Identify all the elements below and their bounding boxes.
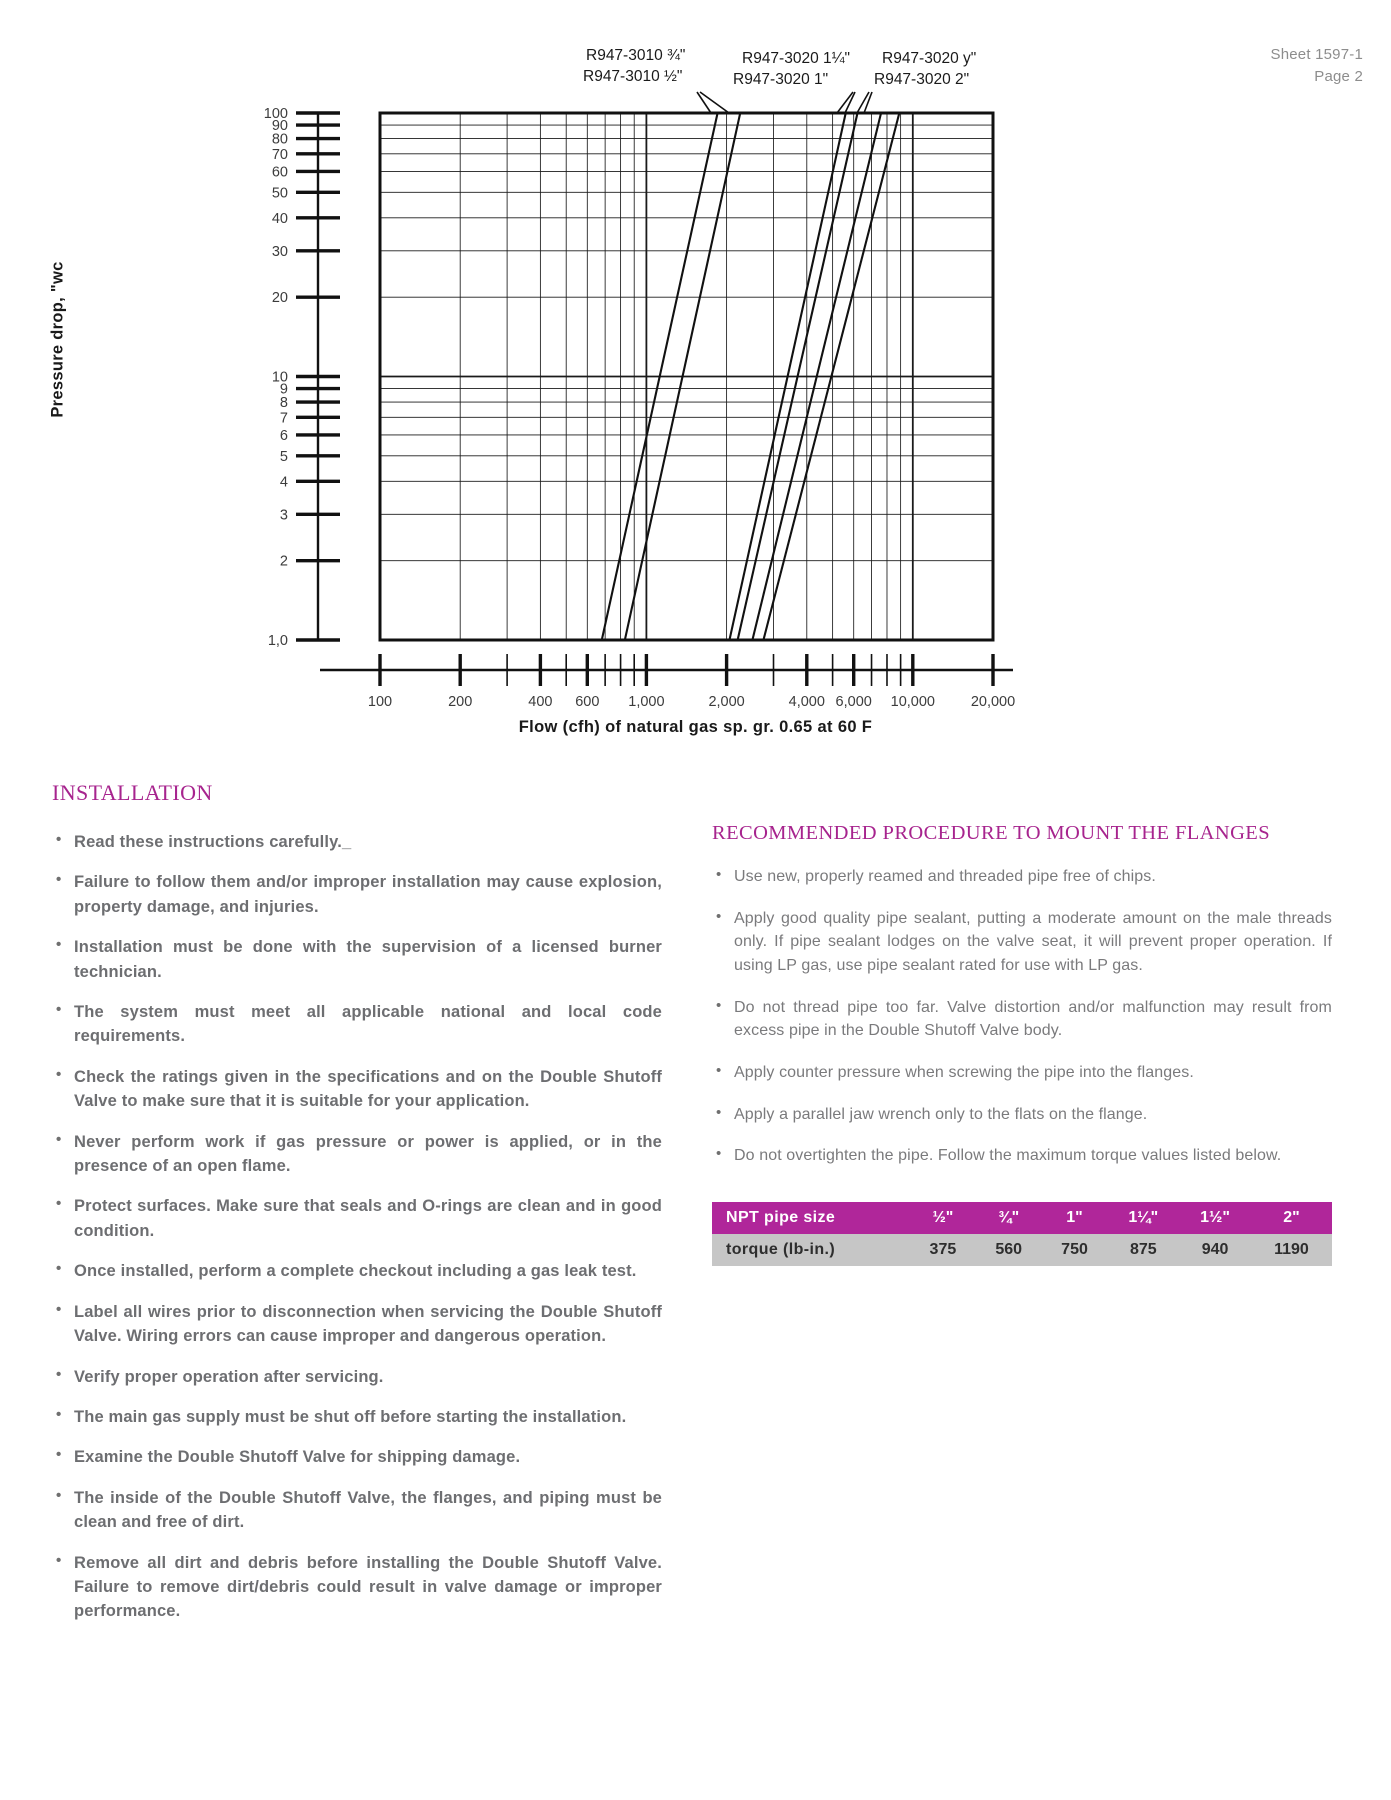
x-tick-label: 100 — [367, 694, 393, 710]
chart-curve-5 — [723, 0, 940, 798]
flanges-bullet-list — [712, 865, 1332, 1168]
y-tick-label: 5 — [279, 448, 288, 465]
torque-table — [712, 1202, 1332, 1266]
installation-bullet: • Examine the Double Shutoff Valve for shipping damage. — [52, 1445, 662, 1469]
page-number: Page 2 — [1314, 67, 1363, 85]
y-tick-label: 6 — [279, 427, 288, 444]
y-tick-label: 10 — [271, 369, 288, 386]
torque-table-torque-cell: 1190 — [1251, 1234, 1332, 1266]
torque-table-size-cell: ¾" — [976, 1202, 1042, 1234]
curve-label-r947-3020-y: R947-3020 y" — [882, 50, 977, 67]
curve-label-r947-3020-one-quarter: R947-3020 1¼" — [742, 50, 851, 67]
y-tick-label: 7 — [279, 410, 288, 427]
installation-bullet: • The system must meet all applicable national and local code requirements. — [52, 1000, 662, 1049]
torque-table-header-row — [712, 1202, 1332, 1234]
y-tick-label: 70 — [271, 146, 288, 163]
pressure-drop-chart — [0, 0, 1391, 745]
installation-bullet: • Protect surfaces. Make sure that seals and O-rings are clean and in good condition. — [52, 1194, 662, 1243]
chart-curve-0 — [567, 0, 752, 798]
x-tick-label: 600 — [575, 694, 600, 710]
installation-bullet-list — [52, 830, 662, 1624]
flanges-bullet: • Use new, properly reamed and threaded pipe free of chips. — [712, 865, 1332, 889]
chart-y-axis-title: Pressure drop, "wc — [48, 261, 67, 418]
chart-x-axis — [320, 654, 1013, 686]
x-tick-label: 10,000 — [890, 694, 935, 710]
installation-bullet: • Read these instructions carefully._ — [52, 830, 662, 854]
torque-table-row-header-sizes: NPT pipe size — [712, 1202, 910, 1234]
chart-curve-4 — [714, 0, 920, 798]
installation-bullet: • Label all wires prior to disconnection when servicing the Double Shutoff Valve. Wiring errors can cause improper and dangerous operation. — [52, 1300, 662, 1349]
torque-table-row-header-torque: torque (lb-in.) — [712, 1234, 910, 1266]
x-tick-label: 6,000 — [835, 694, 872, 710]
flanges-heading: RECOMMENDED PROCEDURE TO MOUNT THE FLANGES — [712, 822, 1271, 844]
torque-table-torque-cell: 560 — [976, 1234, 1042, 1266]
curve-label-r947-3020-one: R947-3020 1" — [733, 71, 829, 88]
installation-heading: INSTALLATION — [52, 780, 213, 805]
y-tick-label: 20 — [271, 290, 288, 307]
x-tick-label: 4,000 — [788, 694, 825, 710]
torque-table-torque-cell: 375 — [910, 1234, 976, 1266]
chart-y-tick-labels — [264, 106, 288, 649]
chart-x-axis-title: Flow (cfh) of natural gas sp. gr. 0.65 at 60 F — [518, 718, 873, 736]
installation-column — [52, 780, 662, 1640]
installation-bullet: • Check the ratings given in the specifications and on the Double Shutoff Valve to make sure that it is suitable for your application. — [52, 1065, 662, 1114]
y-tick-label: 50 — [271, 185, 288, 202]
y-tick-label: 3 — [279, 507, 288, 524]
torque-table-size-cell: 2" — [1251, 1202, 1332, 1234]
torque-table-size-cell: 1½" — [1179, 1202, 1251, 1234]
torque-table-torque-cell: 940 — [1179, 1234, 1251, 1266]
y-tick-label: 1,0 — [267, 633, 288, 649]
torque-table-value-row — [712, 1234, 1332, 1266]
installation-bullet: • Once installed, perform a complete checkout including a gas leak test. — [52, 1259, 662, 1283]
chart-leader-lines — [697, 92, 872, 113]
y-tick-label: 4 — [279, 474, 288, 491]
chart-y-axis — [296, 113, 340, 640]
flanges-bullet: • Apply a parallel jaw wrench only to the flats on the flange. — [712, 1103, 1332, 1127]
flanges-bullet: • Do not thread pipe too far. Valve distortion and/or malfunction may result from excess pipe in the Double Shutoff Valve body. — [712, 996, 1332, 1043]
y-tick-label: 100 — [263, 106, 288, 122]
x-tick-label: 400 — [528, 694, 553, 710]
chart-gridlines — [380, 113, 993, 640]
y-tick-label: 8 — [279, 395, 288, 412]
installation-bullet: • The main gas supply must be shut off before starting the installation. — [52, 1405, 662, 1429]
x-tick-label: 1,000 — [628, 694, 665, 710]
y-tick-label: 40 — [271, 210, 288, 227]
installation-bullet: • Remove all dirt and debris before installing the Double Shutoff Valve. Failure to remove dirt/debris could result in valve damage or improper performance. — [52, 1551, 662, 1624]
torque-table-torque-cell: 750 — [1042, 1234, 1108, 1266]
installation-bullet: • Never perform work if gas pressure or power is applied, or in the presence of an open flame. — [52, 1130, 662, 1179]
x-tick-label: 20,000 — [970, 694, 1016, 710]
sheet-number: Sheet 1597-1 — [1270, 46, 1363, 63]
y-tick-label: 80 — [271, 131, 288, 148]
curve-label-r947-3020-two: R947-3020 2" — [874, 71, 970, 88]
installation-bullet: • Failure to follow them and/or improper installation may cause explosion, property damage, and injuries. — [52, 870, 662, 919]
y-tick-label: 30 — [271, 243, 288, 260]
installation-bullet: • Installation must be done with the supervision of a licensed burner technician. — [52, 935, 662, 984]
torque-table-size-cell: 1¼" — [1107, 1202, 1179, 1234]
chart-plot-svg — [0, 0, 1391, 710]
y-tick-label: 90 — [271, 118, 288, 135]
curve-label-r947-3010-three-quarter: R947-3010 ¾" — [586, 47, 686, 64]
chart-curve-1 — [590, 0, 775, 798]
y-tick-label: 60 — [271, 164, 288, 181]
torque-table-torque-cell: 875 — [1107, 1234, 1179, 1266]
flanges-bullet: • Do not overtighten the pipe. Follow the maximum torque values listed below. — [712, 1144, 1332, 1168]
installation-bullet: • The inside of the Double Shutoff Valve, the flanges, and piping must be clean and free of dirt. — [52, 1486, 662, 1535]
torque-table-size-cell: ½" — [910, 1202, 976, 1234]
y-tick-label: 2 — [279, 553, 288, 570]
chart-x-tick-labels — [368, 694, 1015, 710]
x-tick-label: 2,000 — [708, 694, 745, 710]
chart-curve-3 — [702, 0, 894, 798]
flanges-column — [712, 822, 1332, 1266]
curve-label-r947-3010-half: R947-3010 ½" — [583, 68, 683, 85]
x-tick-label: 200 — [448, 694, 473, 710]
y-tick-label: 9 — [279, 381, 288, 398]
flanges-bullet: • Apply good quality pipe sealant, putting a moderate amount on the male threads only. If pipe sealant lodges on the valve seat, it will prevent proper operation. If using LP gas, use pipe sealant rated for use with LP gas. — [712, 907, 1332, 978]
flanges-bullet: • Apply counter pressure when screwing the pipe into the flanges. — [712, 1061, 1332, 1085]
torque-table-size-cell: 1" — [1042, 1202, 1108, 1234]
installation-bullet: • Verify proper operation after servicing. — [52, 1365, 662, 1389]
chart-curves — [567, 0, 940, 798]
